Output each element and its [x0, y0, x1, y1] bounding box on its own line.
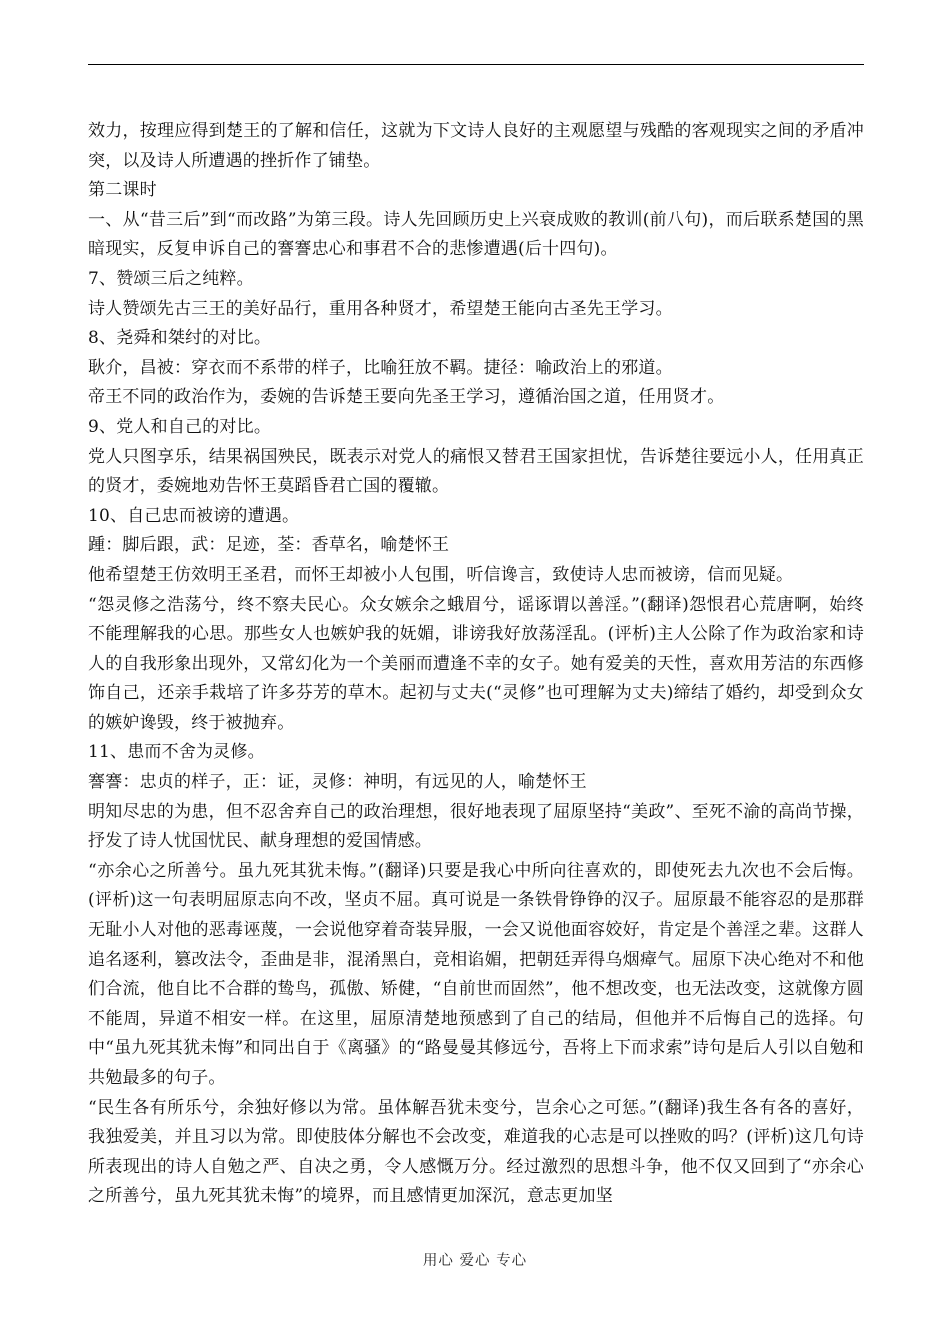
- numbered-heading: 7、赞颂三后之纯粹。: [88, 268, 254, 289]
- paragraph: 明知尽忠的为患，但不忍舍弃自己的政治理想，很好地表现了屈原坚持“美政”、至死不渝的高尚节操，抒发了诗人忧国忧民、献身理想的爱国情感。: [88, 801, 864, 852]
- document-body: [88, 117, 864, 1212]
- paragraph: “怨灵修之浩荡兮，终不察夫民心。众女嫉余之蛾眉兮，谣诼谓以善淫。”(翻译)怨恨君心荒唐啊，始终不能理解我的心思。那些女人也嫉妒我的妩媚，诽谤我好放荡淫乱。(评析)主人公除了作为政治家和诗人的自我形象出现外，又常幻化为一个美丽而遭逢不幸的女子。她有爱美的天性，喜欢用芳洁的东西修饰自己，还亲手栽培了许多芬芳的草木。起初与丈夫(“灵修”也可理解为丈夫)缔结了婚约，却受到众女的嫉妒谗毁，终于被抛弃。: [88, 594, 864, 733]
- section-heading: 第二课时: [88, 180, 157, 201]
- page-footer: 用心 爱心 专心: [422, 1253, 528, 1269]
- paragraph: “民生各有所乐兮，余独好修以为常。虽体解吾犹未变兮，岂余心之可惩。”(翻译)我生各有各的喜好，我独爱美，并且习以为常。即使肢体分解也不会改变，难道我的心志是可以挫败的吗？(评析)这几句诗所表现出的诗人自勉之严、自决之勇，令人感慨万分。经过激烈的思想斗争，他不仅又回到了“亦余心之所善兮，虽九死其犹未悔”的境界，而且感情更加深沉，意志更加坚: [88, 1097, 864, 1207]
- paragraph: 耿介，昌被：穿衣而不系带的样子，比喻狂放不羁。捷径：喻政治上的邪道。: [88, 357, 673, 378]
- numbered-heading: 9、党人和自己的对比。: [88, 416, 272, 437]
- paragraph: 党人只图享乐，结果祸国殃民，既表示对党人的痛恨又替君王国家担忧，告诉楚往要远小人，任用真正的贤才，委婉地劝告怀王莫蹈昏君亡国的覆辙。: [88, 446, 864, 497]
- paragraph: 一、从“昔三后”到“而改路”为第三段。诗人先回顾历史上兴衰成败的教训(前八句)，而后联系楚国的黑暗现实，反复申诉自己的謇謇忠心和事君不合的悲惨遭遇(后十四句)。: [88, 209, 864, 260]
- paragraph: 诗人赞颂先古三王的美好品行，重用各种贤才，希望楚王能向古圣先王学习。: [88, 298, 673, 319]
- numbered-heading: 8、尧舜和桀纣的对比。: [88, 328, 272, 349]
- paragraph: 謇謇：忠贞的样子，正：证，灵修：神明，有远见的人，喻楚怀王: [88, 772, 587, 793]
- numbered-heading: 10、自己忠而被谤的遭遇。: [88, 505, 300, 526]
- paragraph: 踵：脚后跟，武：足迹，荃：香草名，喻楚怀王: [88, 535, 450, 556]
- paragraph: “亦余心之所善兮。虽九死其犹未悔。”(翻译)只要是我心中所向往喜欢的，即使死去九次也不会后悔。(评析)这一句表明屈原志向不改，坚贞不屈。真可说是一条铁骨铮铮的汉子。屈原最不能容忍的是那群无耻小人对他的恶毒诬蔑，一会说他穿着奇装异服，一会又说他面容姣好，肯定是个善淫之辈。这群人追名逐利，篡改法令，歪曲是非，混淆黑白，竞相谄媚，把朝廷弄得乌烟瘴气。屈原下决心绝对不和他们合流，他自比不合群的鸷鸟，孤傲、矫健，“自前世而固然”，他不想改变，也无法改变，这就像方圆不能周，异道不相安一样。在这里，屈原清楚地预感到了自己的结局，但他并不后悔自己的选择。句中“虽九死其犹未悔”和同出自于《离骚》的“路曼曼其修远兮，吾将上下而求索”诗句是后人引以自勉和共勉最多的句子。: [88, 860, 864, 1088]
- paragraph: 效力，按理应得到楚王的了解和信任，这就为下文诗人良好的主观愿望与残酷的客观现实之间的矛盾冲突，以及诗人所遭遇的挫折作了铺垫。: [88, 121, 864, 171]
- paragraph: 帝王不同的政治作为，委婉的告诉楚王要向先圣王学习，遵循治国之道，任用贤才。: [88, 387, 725, 408]
- header-rule: [88, 64, 864, 65]
- paragraph: 他希望楚王仿效明王圣君，而怀王却被小人包围，听信谗言，致使诗人忠而被谤，信而见疑。: [88, 564, 794, 585]
- numbered-heading: 11、患而不舍为灵修。: [88, 742, 265, 763]
